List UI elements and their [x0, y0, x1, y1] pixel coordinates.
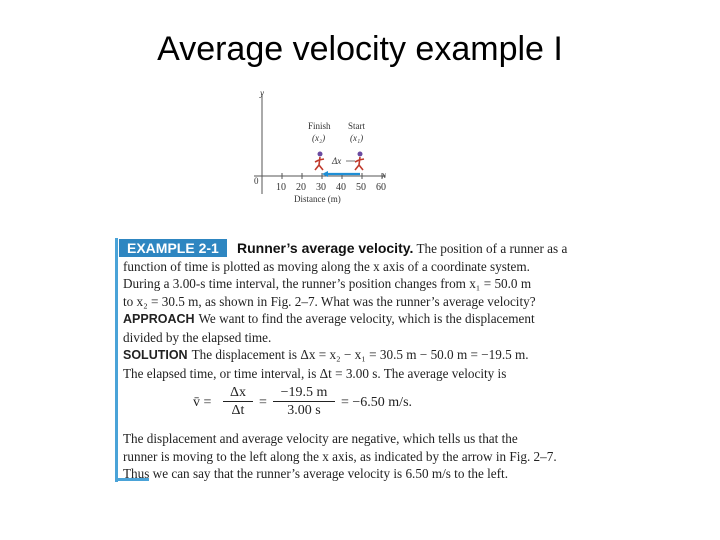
- example-tag: EXAMPLE 2-1: [119, 239, 227, 257]
- conclusion-line-2: runner is moving to the left along the x axis, as indicated by the arrow in Fig. 2–7.: [123, 448, 557, 464]
- example-intro-line-3: During a 3.00-s time interval, the runner’s position changes from x₁ = 50.0 m: [123, 276, 532, 291]
- tick-label-60: 60: [376, 182, 386, 193]
- runner-start-icon: [355, 152, 364, 171]
- approach-line-1: [123, 310, 593, 329]
- approach-text-1: We want to find the average velocity, which is the displacement: [198, 311, 535, 326]
- figure-runner-diagram: [220, 86, 400, 212]
- approach-line-2: divided by the elapsed time.: [123, 329, 272, 345]
- conclusion-line-1: The displacement and average velocity are negative, which tells us that the: [123, 431, 518, 446]
- fraction-values-numerator: −19.5 m: [273, 384, 335, 402]
- solution-text-1: The displacement is Δx = x₂ − x₁ = 30.5 m − 50.0 m = −19.5 m.: [191, 347, 529, 362]
- fraction-delta: [223, 384, 253, 419]
- example-intro-line-1: [123, 240, 593, 258]
- example-box: [115, 238, 595, 482]
- finish-label: Finish: [308, 121, 331, 131]
- fraction-values-denominator: 3.00 s: [287, 403, 321, 418]
- slide-title: Average velocity example I: [157, 30, 563, 68]
- tick-label-10: 10: [276, 182, 286, 193]
- start-label: Start: [348, 121, 365, 131]
- example-intro-line-2: function of time is plotted as moving along the x axis of a coordinate system.: [123, 258, 530, 274]
- approach-label: APPROACH: [123, 312, 195, 326]
- equation-lhs: v̄ =: [193, 395, 212, 410]
- fraction-values: [273, 384, 335, 419]
- equation-equals: =: [259, 395, 267, 410]
- tick-label-20: 20: [296, 182, 306, 193]
- axis-title: Distance (m): [294, 194, 341, 204]
- delta-x-label: Δx: [332, 156, 342, 166]
- tick-label-40: 40: [336, 182, 346, 193]
- solution-label: SOLUTION: [123, 348, 188, 362]
- equation-result: = −6.50 m/s.: [341, 395, 413, 410]
- solution-line-1: [123, 346, 593, 365]
- tick-label-30: 30: [316, 182, 326, 193]
- start-sub-label: (x₁): [350, 133, 364, 143]
- example-body: [123, 240, 593, 483]
- conclusion-line-3: Thus we can say that the runner’s average velocity is 6.50 m/s to the left.: [123, 466, 509, 481]
- example-left-border: [115, 238, 118, 482]
- coordinate-diagram: [220, 86, 400, 212]
- origin-label: 0: [254, 176, 259, 186]
- runner-finish-icon: [315, 152, 324, 171]
- finish-sub-label: (x₂): [312, 133, 326, 143]
- tick-label-50: 50: [356, 182, 366, 193]
- fraction-delta-denominator: Δt: [231, 403, 245, 418]
- velocity-equation: [123, 384, 593, 424]
- y-axis-label: y: [260, 88, 264, 98]
- solution-line-2: The elapsed time, or time interval, is Δt = 3.00 s. The average velocity is: [123, 365, 507, 381]
- x-axis-label: x: [382, 170, 386, 180]
- example-heading: Runner’s average velocity.: [237, 240, 414, 256]
- example-intro-line-4: to x₂ = 30.5 m, as shown in Fig. 2–7. What was the runner’s average velocity?: [123, 293, 536, 309]
- example-intro-text-1: The position of a runner as a: [416, 241, 568, 256]
- fraction-delta-numerator: Δx: [223, 384, 253, 402]
